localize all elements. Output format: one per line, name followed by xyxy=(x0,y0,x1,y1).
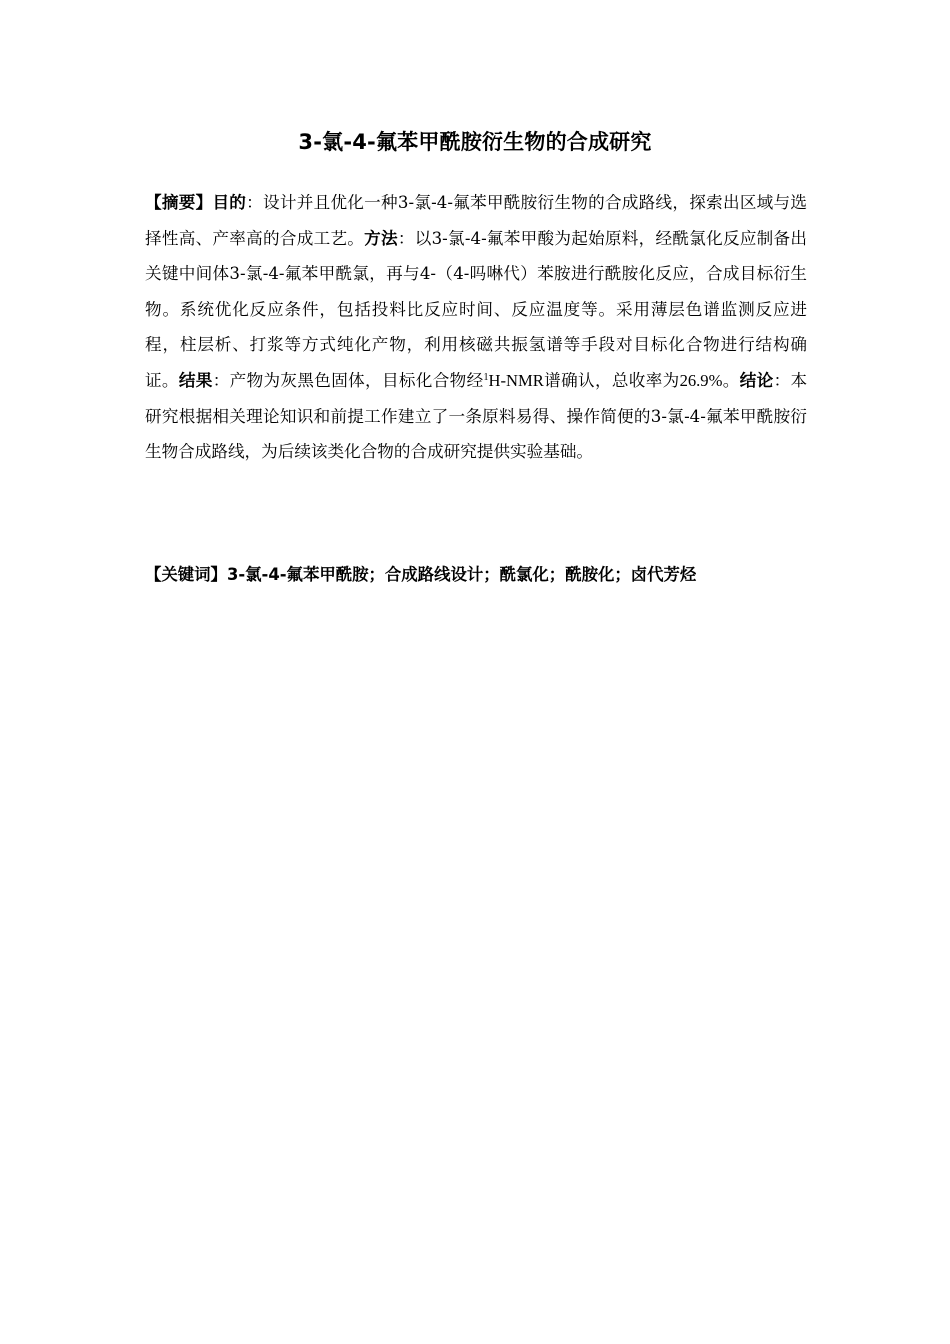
results-colon: ： xyxy=(212,370,230,390)
results-superscript: 1 xyxy=(483,371,489,383)
keywords-text: 3-氯-4-氟苯甲酰胺；合成路线设计；酰氯化；酰胺化；卤代芳烃 xyxy=(226,565,697,584)
abstract-label: 【摘要】 xyxy=(145,193,213,212)
results-text-2: 谱确认，总收率为 xyxy=(543,370,680,390)
results-label: 结果 xyxy=(178,370,213,390)
results-yield: 26.9% xyxy=(679,370,723,390)
objective-text: 设计并且优化一种3-氯-4-氟苯甲酰胺衍生物的合成路线，探索出区域与选择性高、产率高的合成工艺。 xyxy=(145,193,807,248)
keywords-line xyxy=(145,558,825,592)
objective-label: 目的 xyxy=(212,193,247,212)
objective-colon: ： xyxy=(246,193,264,212)
methods-text: 以3-氯-4-氟苯甲酸为起始原料，经酰氯化反应制备出关键中间体3-氯-4-氟苯甲酰氯，再与4-（4-吗啉代）苯胺进行酰胺化反应，合成目标衍生物。系统优化反应条件，包括投料比反应时间、反应温度等。采用薄层色谱监测反应进程，柱层析、打浆等方式纯化产物，利用核磁共振氢谱等手段对目标化合物进行结构确证。 xyxy=(145,228,807,390)
abstract-paragraph xyxy=(145,185,807,470)
conclusion-colon: ： xyxy=(773,370,791,390)
results-nmr: H-NMR xyxy=(488,370,544,390)
conclusion-label: 结论 xyxy=(739,370,774,390)
paper-title: 3-氯-4-氟苯甲酰胺衍生物的合成研究 xyxy=(298,130,652,154)
results-text-1: 产物为灰黑色固体，目标化合物经 xyxy=(229,370,484,390)
methods-colon: ： xyxy=(397,228,415,248)
keywords-label: 【关键词】 xyxy=(145,565,227,584)
conclusion-text: 本研究根据相关理论知识和前提工作建立了一条原料易得、操作简便的3-氯-4-氟苯甲酰胺衍生物合成路线，为后续该类化合物的合成研究提供实验基础。 xyxy=(145,370,808,462)
methods-label: 方法 xyxy=(364,228,398,248)
results-text-3: 。 xyxy=(722,370,740,390)
